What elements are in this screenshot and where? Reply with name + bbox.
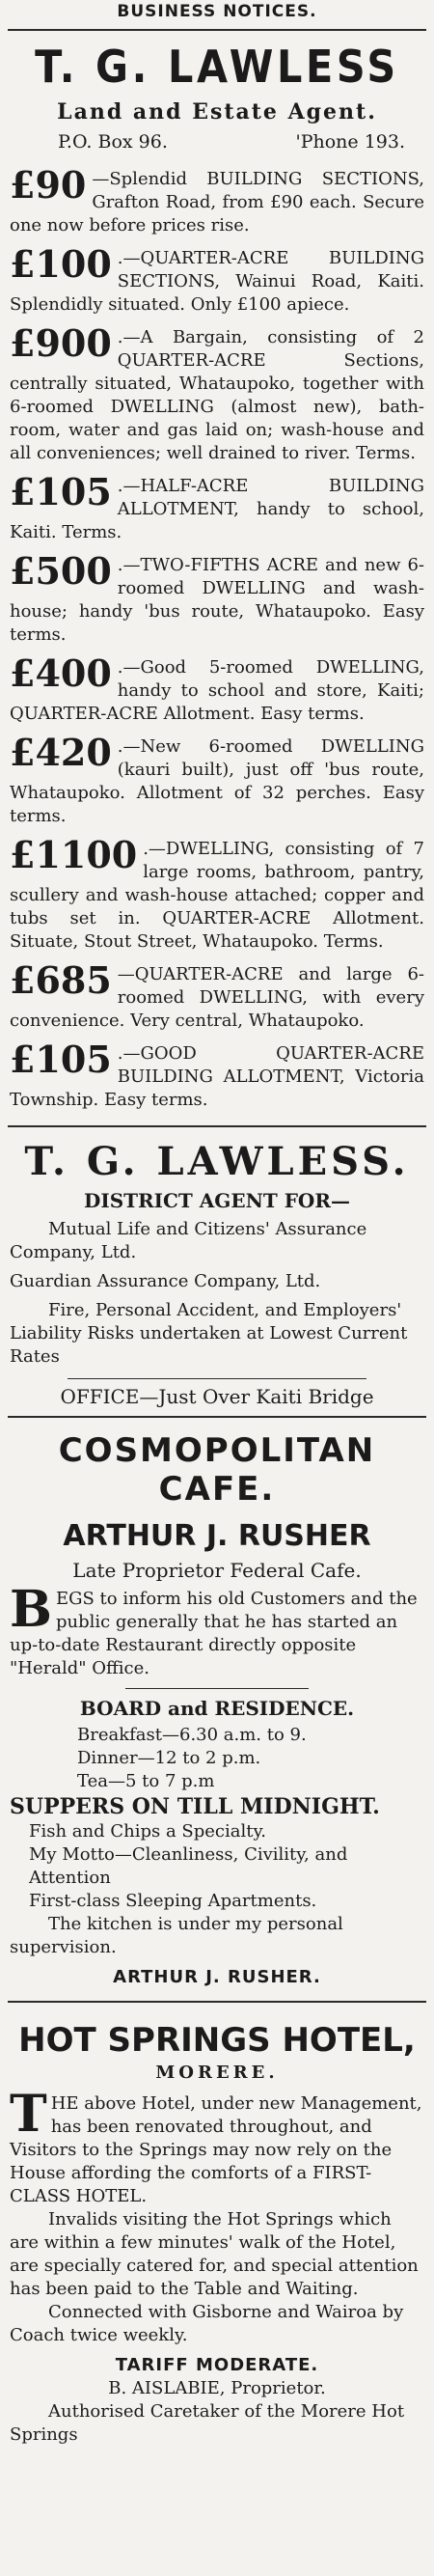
meal-hour-line: Breakfast—6.30 a.m. to 9. (77, 1725, 307, 1745)
meal-hour-line: Tea—5 to 7 p.m (77, 1771, 215, 1791)
late-proprietor-line: Late Proprietor Federal Cafe. (72, 1559, 362, 1582)
drop-cap: T (10, 2085, 47, 2144)
cafe-title-line1: COSMOPOLITAN (58, 1431, 376, 1470)
listing-price: £500 (10, 549, 112, 593)
listing-item (10, 731, 424, 828)
hotel-location: MORERE. (155, 2063, 279, 2083)
office-line: OFFICE—Just Over Kaiti Bridge (60, 1385, 374, 1408)
company-line: Mutual Life and Citizens' Assurance Company, Ltd. (10, 1219, 367, 1262)
cafe-title-line2: CAFE. (158, 1470, 276, 1509)
listing-text: .—DWELLING, consisting of 7 large rooms, bathroom, pantry, scullery and wash-house attached; copper and tubs set in. QUARTER-ACRE Allotment. Situate, Stout Street, Whataupoko. Terms. (10, 839, 424, 952)
listing-item (10, 651, 424, 726)
proprietor-line: B. AISLABIE, Proprietor. (108, 2378, 326, 2398)
hotel-intro-text: HE above Hotel, under new Management, has been renovated throughout, and Visitors to the Springs may now rely on the House affording the comforts of a FIRST-CLASS HOTEL. (10, 2093, 422, 2206)
cafe-intro (10, 1580, 424, 1680)
lawless-agent-ad (0, 1139, 434, 1408)
hotel-title: HOT SPRINGS HOTEL, (18, 2021, 416, 2060)
agent-name: T. G. LAWLESS. (24, 1139, 410, 1184)
listing-item (10, 163, 424, 237)
connected-line: Connected with Gisborne and Wairoa by Coach twice weekly. (10, 2302, 404, 2345)
listing-price: £685 (10, 958, 112, 1002)
phone-number: 'Phone 193. (295, 131, 405, 152)
board-residence: BOARD and RESIDENCE. (79, 1697, 355, 1720)
listing-text: .—New 6-roomed DWELLING (kauri built), just off 'bus route, Whataupoko. Allotment of 32 perches. Easy terms. (10, 736, 424, 826)
listing-price: £420 (10, 731, 112, 774)
section-header: BUSINESS NOTICES. (117, 2, 317, 21)
listing-price: £105 (10, 470, 112, 513)
contact-line (10, 127, 424, 158)
meal-hour-line: Dinner—12 to 2 p.m. (77, 1748, 261, 1768)
ad-divider (8, 2001, 426, 2003)
po-box: P.O. Box 96. (58, 131, 168, 152)
listing-text: .—QUARTER-ACRE BUILDING SECTIONS, Wainui Road, Kaiti. Splendidly situated. Only £100 apiece. (10, 248, 424, 315)
office-rule (68, 1378, 366, 1379)
listing-text: —Splendid BUILDING SECTIONS, Grafton Road, from £90 each. Secure one now before prices rise. (10, 169, 424, 235)
listing-item (10, 470, 424, 544)
listing-text: —QUARTER-ACRE and large 6-roomed DWELLING, with every convenience. Very central, Whataupoko. (10, 964, 424, 1031)
kitchen-line: The kitchen is under my personal supervision. (10, 1914, 343, 1957)
invalids-paragraph: Invalids visiting the Hot Springs which are within a few minutes' walk of the Hotel, are specially catered for, and special attention has been paid to the Table and Waiting. (10, 2209, 419, 2299)
fish-line: Fish and Chips a Specialty. (29, 1821, 266, 1842)
listing-item (10, 549, 424, 647)
listing-item (10, 833, 424, 954)
hotel-intro (10, 2085, 424, 2208)
caretaker-line: Authorised Caretaker of the Morere Hot Springs (10, 2401, 405, 2445)
sleeping-line: First-class Sleeping Apartments. (29, 1891, 317, 1911)
tariff-line: TARIFF MODERATE. (115, 2355, 319, 2375)
header-rule (8, 29, 426, 31)
listing-item (10, 958, 424, 1033)
listing-item (10, 321, 424, 465)
listing-price: £105 (10, 1038, 112, 1081)
listing-item (10, 1038, 424, 1112)
company-line: Fire, Personal Accident, and Employers' Liability Risks undertaken at Lowest Current Rates (10, 1300, 408, 1367)
listing-price: £400 (10, 651, 112, 695)
lawless-land-ad (0, 41, 434, 1112)
motto-line: My Motto—Cleanliness, Civility, and Attention (29, 1844, 348, 1888)
drop-cap: B (10, 1580, 52, 1639)
district-agent-line: DISTRICT AGENT FOR— (84, 1189, 350, 1212)
listing-item (10, 242, 424, 317)
cafe-ad (0, 1431, 434, 1987)
cafe-signoff: ARTHUR J. RUSHER. (113, 1967, 321, 1987)
listing-price: £100 (10, 242, 112, 286)
listing-text: .—Good 5-roomed DWELLING, handy to school and store, Kaiti; QUARTER-ACRE Allotment. Easy terms. (10, 657, 424, 724)
ad-divider (8, 1125, 426, 1127)
company-line: Guardian Assurance Company, Ltd. (10, 1271, 321, 1291)
listing-text: .—TWO-FIFTHS ACRE and new 6-roomed DWELLING and wash-house; handy 'bus route, Whataupoko. Easy terms. (10, 555, 424, 645)
cafe-intro-text: EGS to inform his old Customers and the public generally that he has started an up-to-date Restaurant directly opposite "Herald" Office. (10, 1589, 418, 1678)
hotel-ad (0, 2020, 434, 2447)
listing-text: .—A Bargain, consisting of 2 QUARTER-ACRE Sections, centrally situated, Whataupoko, together with 6-roomed DWELLING (almost new), bath-room, water and gas laid on; wash-house and all conveniences; well drained to river. Terms. (10, 327, 424, 463)
board-rule (125, 1688, 309, 1689)
ad-subtitle: Land and Estate Agent. (57, 99, 377, 125)
ad-business-name: T. G. LAWLESS (35, 41, 399, 93)
listing-price: £900 (10, 321, 112, 365)
listing-price: £1100 (10, 833, 138, 876)
cafe-proprietor: ARTHUR J. RUSHER (63, 1519, 371, 1553)
listing-text: .—GOOD QUARTER-ACRE BUILDING ALLOTMENT, Victoria Township. Easy terms. (10, 1043, 424, 1110)
ad-divider (8, 1416, 426, 1418)
suppers-line: SUPPERS ON TILL MIDNIGHT. (10, 1794, 380, 1819)
listing-text: .—HALF-ACRE BUILDING ALLOTMENT, handy to school, Kaiti. Terms. (10, 476, 424, 542)
listing-price: £90 (10, 163, 87, 207)
meal-hours (10, 1724, 424, 1793)
